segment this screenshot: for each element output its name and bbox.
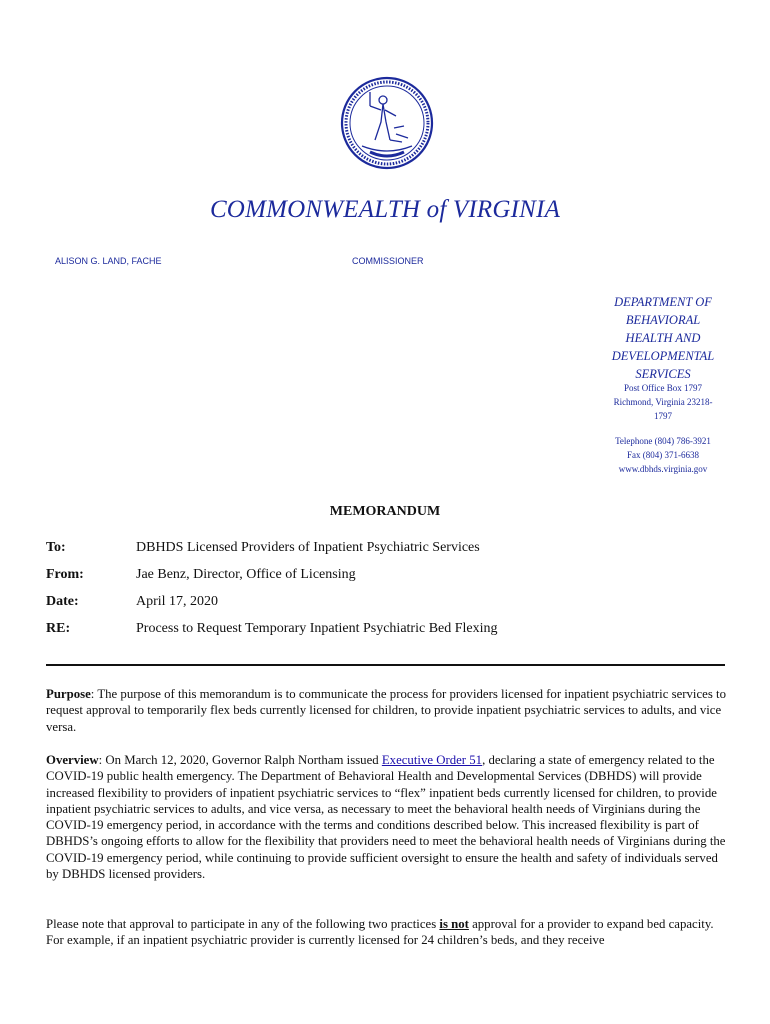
purpose-paragraph [46,686,726,735]
department-contact [596,434,730,476]
memo-value: April 17, 2020 [136,594,219,609]
memo-label: RE: [46,621,71,636]
department-line: BEHAVIORAL [625,313,701,327]
department-address [596,381,730,423]
address-line: Richmond, Virginia 23218- [613,397,713,407]
memo-label: From: [46,567,84,582]
executive-order-link[interactable]: Executive Order 51 [381,753,483,767]
overview-text-start: : On March 12, 2020, Governor Ralph Northam issued [98,753,382,767]
overview-label: Overview [46,753,99,767]
department-line: DEVELOPMENTAL [611,349,715,363]
memo-label: To: [46,540,66,555]
commissioner-name: ALISON G. LAND, FACHE [55,256,162,266]
page-title: COMMONWEALTH of VIRGINIA [209,196,561,223]
memo-label: Date: [46,594,79,609]
divider [46,664,725,666]
department-name [596,293,730,383]
telephone: Telephone (804) 786-3921 [615,436,711,446]
virginia-seal [340,76,434,170]
fax: Fax (804) 371-6638 [627,450,699,460]
overview-text-rest: , declaring a state of emergency related to the COVID-19 public health emergency. The Department of Behavioral Health and Developmental Services (DBHDS) will provide increased flexibility to providers of inpatient psychiatric services to “flex” inpatient beds currently licensed for children, to provide inpatient psychiatric services to adults, and vice versa, as necessary to meet the behavioral health needs of Virginians during the COVID-19 emergency period, in accordance with the terms and conditions described below. This increased flexibility is part of DBHDS’s ongoing efforts to allow for the flexibility that providers need to meet the behavioral health needs of Virginians during the COVID-19 emergency period, while continuing to provide sufficient oversight to ensure the health and safety of individuals served by DBHDS licensed providers. [46,753,726,882]
memo-heading: MEMORANDUM [329,504,441,519]
note-paragraph [46,916,726,949]
overview-paragraph [46,752,726,882]
department-line: SERVICES [635,367,691,381]
address-line: Post Office Box 1797 [623,383,703,393]
note-text-start: Please note that approval to participate in any of the following two practices [46,917,440,931]
address-line: 1797 [654,411,672,421]
website-link[interactable]: www.dbhds.virginia.gov [618,464,708,474]
purpose-text: : The purpose of this memorandum is to communicate the process for providers licensed for inpatient psychiatric services to request approval to temporarily flex beds currently licensed for children, to provide inpatient psychiatric services to adults, and vice versa. [46,687,726,734]
commissioner-title: COMMISSIONER [352,256,424,266]
purpose-label: Purpose [46,687,91,701]
department-line: HEALTH AND [625,331,701,345]
note-text-rest: approval for a provider to expand bed capacity. For example, if an inpatient psychiatric provider is currently licensed for 24 children’s beds, and they receive [46,917,714,948]
note-emphasis: is not [439,917,469,931]
department-line: DEPARTMENT OF [614,295,712,309]
memo-value: DBHDS Licensed Providers of Inpatient Psychiatric Services [136,540,480,555]
memo-value: Process to Request Temporary Inpatient Psychiatric Bed Flexing [136,621,498,636]
memo-value: Jae Benz, Director, Office of Licensing [136,567,356,582]
